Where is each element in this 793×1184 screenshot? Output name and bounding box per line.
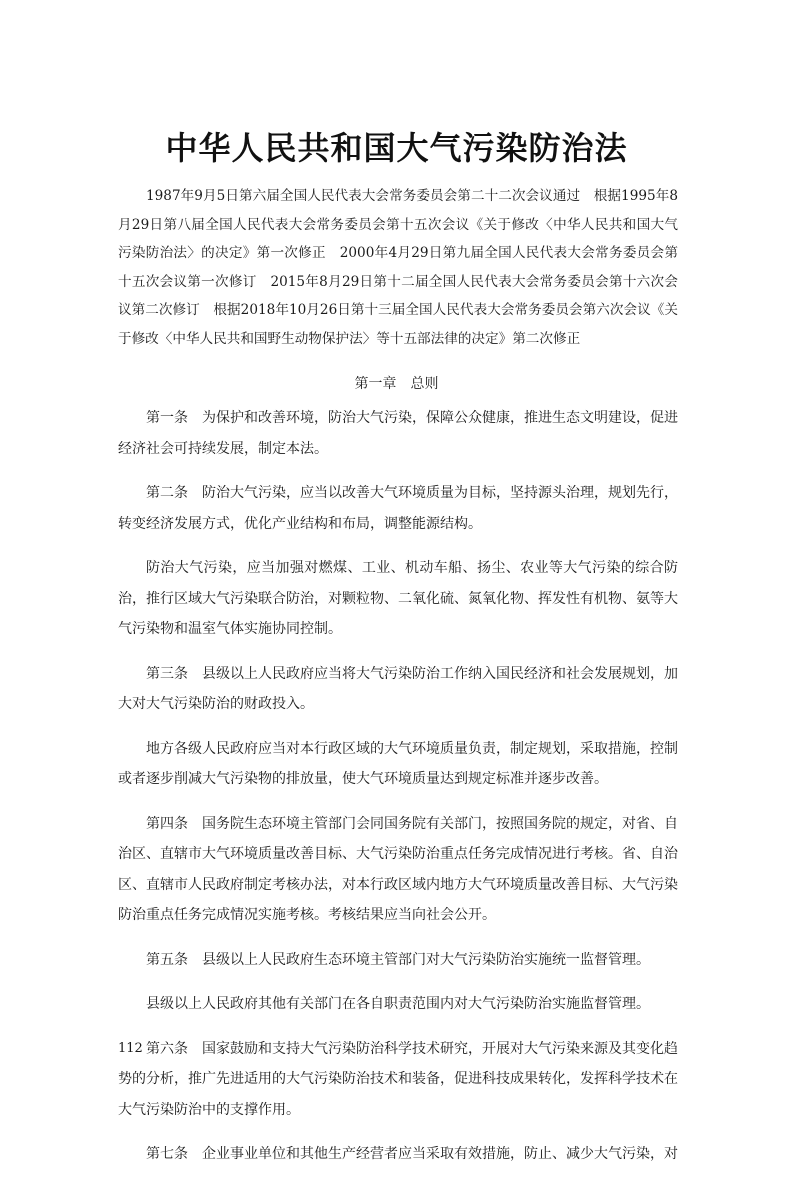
body-text bbox=[118, 403, 678, 1184]
paragraph-text: 企业事业单位和其他生产经营者应当采取有效措施，防止、减少大气污染，对 bbox=[202, 1146, 678, 1162]
paragraph bbox=[118, 553, 678, 645]
paragraph bbox=[118, 659, 678, 720]
document-title: 中华人民共和国大气污染防治法 bbox=[165, 129, 628, 168]
article-number: 第六条 bbox=[146, 1040, 188, 1057]
paragraph-text: 国家鼓励和支持大气污染防治科学技术研究，开展对大气污染来源及其变化趋势的分析，推广先进适用的大气污染防治技术和装备，促进科技成果转化，发挥科学技术在大气污染防治中的支撑作用。 bbox=[118, 1040, 678, 1118]
paragraph bbox=[118, 945, 678, 976]
paragraph bbox=[118, 478, 678, 539]
paragraph-text: 县级以上人民政府应当将大气污染防治工作纳入国民经济和社会发展规划，加大对大气污染防治的财政投入。 bbox=[118, 665, 678, 712]
paragraph-text: 为保护和改善环境，防治大气污染，保障公众健康，推进生态文明建设，促进经济社会可持续发展，制定本法。 bbox=[118, 410, 678, 457]
chapter-heading: 第一章 总则 bbox=[354, 376, 439, 392]
article-number: 第五条 bbox=[146, 951, 188, 968]
paragraph-text: 地方各级人民政府应当对本行政区域的大气环境质量负责，制定规划，采取措施，控制或者逐步削减大气污染物的排放量，使大气环境质量达到规定标准并逐步改善。 bbox=[118, 740, 678, 787]
paragraph-text: 县级以上人民政府生态环境主管部门对大气污染防治实施统一监督管理。 bbox=[202, 951, 650, 968]
paragraph bbox=[118, 989, 678, 1020]
paragraph bbox=[118, 1034, 678, 1126]
article-number: 第三条 bbox=[146, 665, 188, 682]
article-number: 第四条 bbox=[146, 815, 188, 832]
paragraph bbox=[118, 734, 678, 795]
page-number: 112 bbox=[118, 1041, 143, 1056]
paragraph-text: 国务院生态环境主管部门会同国务院有关部门，按照国务院的规定，对省、自治区、直辖市大气环境质量改善目标、大气污染防治重点任务完成情况进行考核。省、自治区、直辖市人民政府制定考核办法，对本行政区域内地方大气环境质量改善目标、大气污染防治重点任务完成情况实施考核。考核结果应当向社会公开。 bbox=[118, 815, 678, 923]
paragraph-text: 防治大气污染，应当以改善大气环境质量为目标，坚持源头治理，规划先行，转变经济发展方式，优化产业结构和布局，调整能源结构。 bbox=[118, 485, 678, 532]
article-number: 第七条 bbox=[146, 1146, 188, 1162]
paragraph-text: 防治大气污染，应当加强对燃煤、工业、机动车船、扬尘、农业等大气污染的综合防治，推行区域大气污染联合防治，对颗粒物、二氧化硫、氮氧化物、挥发性有机物、氨等大气污染物和温室气体实施协同控制。 bbox=[118, 560, 678, 637]
article-number: 第二条 bbox=[146, 485, 188, 501]
paragraph bbox=[118, 809, 678, 931]
paragraph bbox=[118, 403, 678, 464]
preamble: 1987年9月5日第六届全国人民代表大会常务委员会第二十二次会议通过 根据1995年8月29日第八届全国人民代表大会常务委员会第十五次会议《关于修改〈中华人民共和国大气污染防治法〉的决定》第一次修正 2000年4月29日第九届全国人民代表大会常务委员会第十五次会议第一次修订 2015年8月29日第十二届全国人民代表大会常务委员会第十六次会议第二次修订 根据2018年10月26日第十三届全国人民代表大会常务委员会第六次会议《关于修改〈中华人民共和国野生动物保护法〉等十五部法律的决定》第二次修正 bbox=[118, 188, 678, 347]
article-number: 第一条 bbox=[146, 410, 188, 426]
paragraph-text: 县级以上人民政府其他有关部门在各自职责范围内对大气污染防治实施监督管理。 bbox=[146, 996, 650, 1012]
paragraph bbox=[118, 1139, 678, 1170]
